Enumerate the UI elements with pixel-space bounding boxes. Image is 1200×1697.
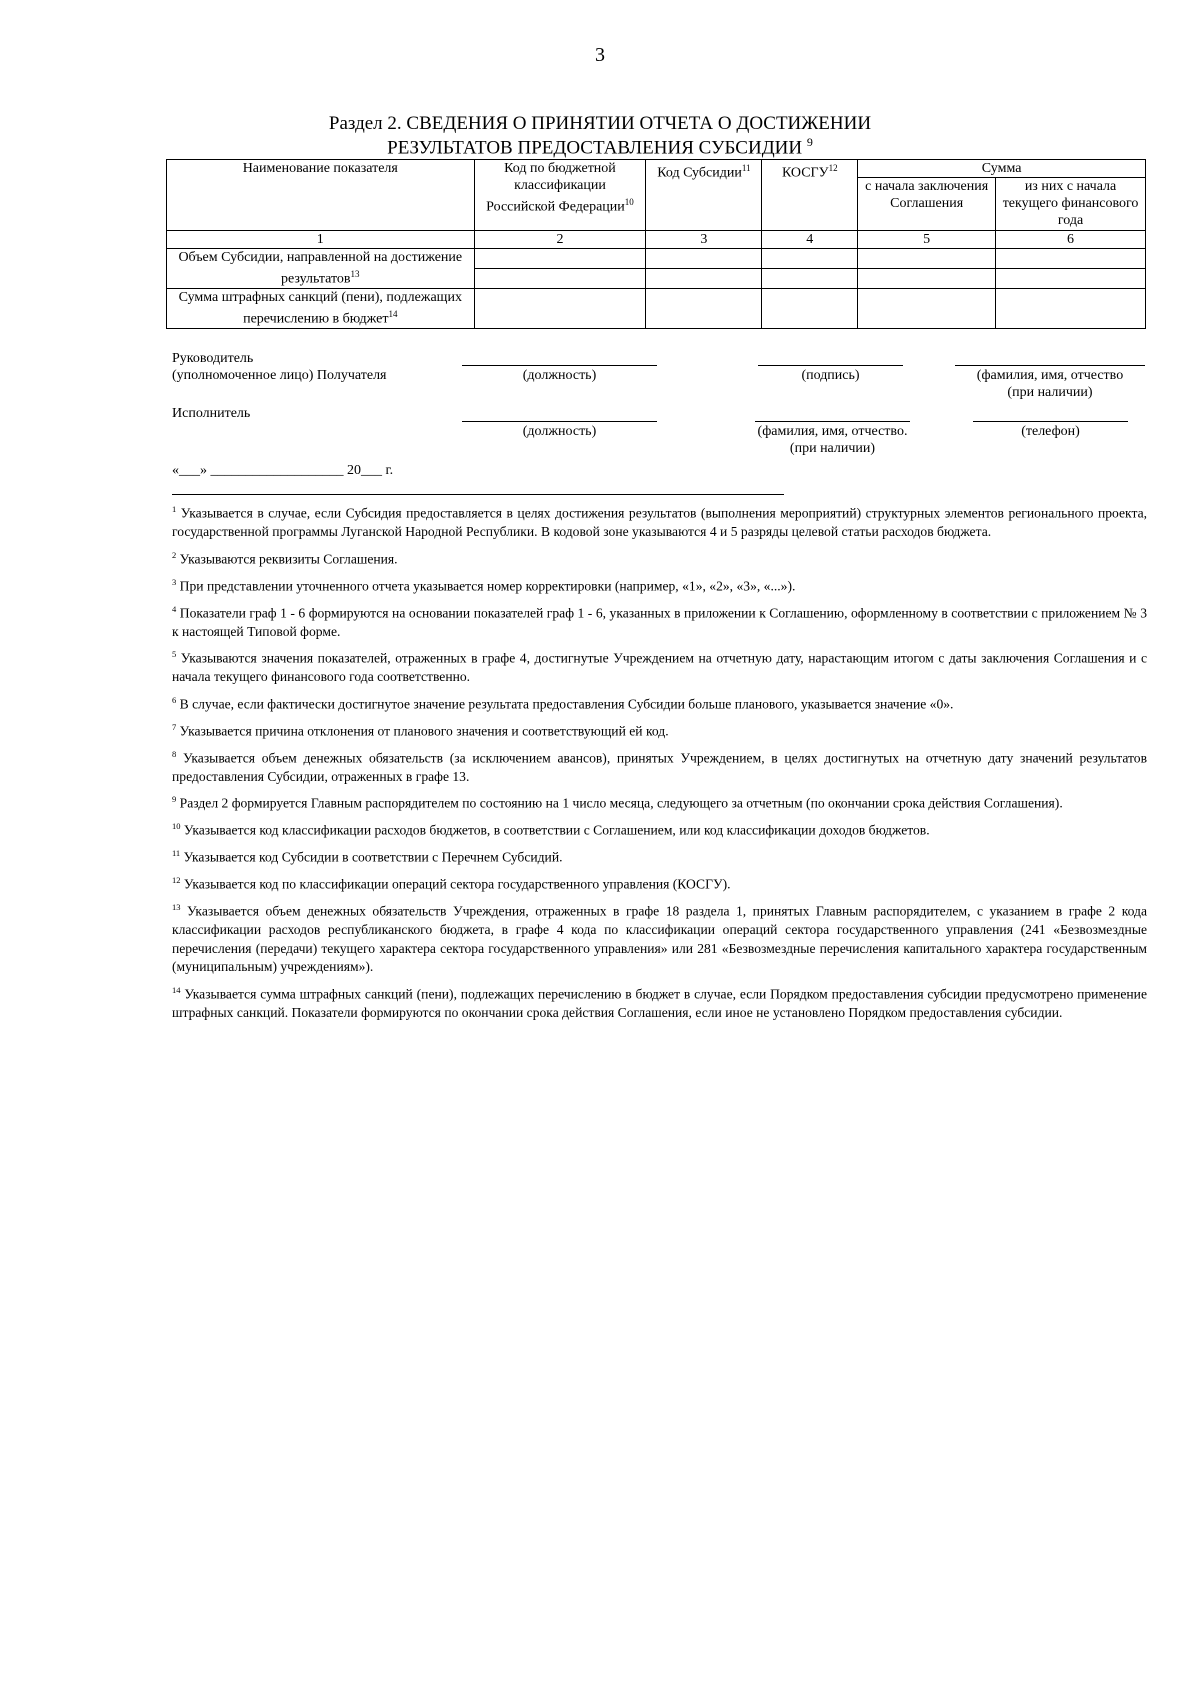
table-cell[interactable]	[474, 269, 646, 289]
footnote: $^7$ Указывается причина отклонения от планового значения и соответствующий ей код.	[172, 721, 669, 739]
table-cell[interactable]	[474, 249, 646, 269]
head-position-line[interactable]	[462, 365, 657, 366]
page-number: 3	[595, 44, 605, 66]
executor-label: Исполнитель	[172, 406, 251, 421]
executor-phone-line[interactable]	[973, 421, 1128, 422]
column-number: 5	[858, 231, 996, 249]
table-cell[interactable]	[646, 269, 762, 289]
section-title-footnote-ref: 9	[806, 135, 813, 149]
head-signature-caption: (подпись)	[801, 368, 860, 383]
column-number: 1	[167, 231, 475, 249]
head-signature-line[interactable]	[758, 365, 903, 366]
header-sum: Сумма	[858, 160, 1146, 178]
executor-phone-caption: (телефон)	[1021, 424, 1080, 439]
footnote: $^{11}$ Указывается код Субсидии в соответствии с Перечнем Субсидий.	[172, 848, 563, 865]
table-cell[interactable]	[762, 269, 858, 289]
header-subsidy-code: Код Субсидии$^{11}$	[646, 160, 762, 231]
column-number: 2	[474, 231, 646, 249]
row-label-penalties: Сумма штрафных санкций (пени), подлежащих перечислению в бюджет$^{14}$	[167, 289, 475, 329]
footnote-separator	[172, 494, 784, 495]
table-cell[interactable]	[762, 289, 858, 329]
header-indicator-name: Наименование показателя	[167, 160, 475, 231]
footnote: $^3$ При представлении уточненного отчета указывается номер корректировки (например, «1», «2», «3», «...»).	[172, 576, 796, 594]
header-kbk: Код по бюджетной классификации Российской Федерации$^{10}$	[474, 160, 646, 231]
footnote: $^1$ Указывается в случае, если Субсидия предоставляется в целях достижения результатов (выполнения мероприятий) структурных элементов регионального проекта, государственной программы Луганской Народной Республики. В кодовой зоне указываются 4 и 5 разряды целевой статьи расходов бюджета.	[172, 504, 1147, 540]
head-position-caption: (должность)	[522, 368, 597, 383]
footnote: $^9$ Раздел 2 формируется Главным распорядителем по состоянию на 1 число месяца, следующего за отчетным (по окончании срока действия Соглашения).	[172, 794, 1063, 811]
head-name-caption: (фамилия, имя, отчество (при наличии)	[976, 368, 1124, 400]
footnote: $^4$ Показатели граф 1 - 6 формируются на основании показателей граф 1 - 6, указанных в приложении к Соглашению, оформленному в соответствии с приложением № 3 к настоящей Типовой форме.	[172, 603, 1147, 639]
executor-name-line[interactable]	[755, 421, 910, 422]
footnote: $^{14}$ Указывается сумма штрафных санкций (пени), подлежащих перечислению в бюджет в случае, если Порядком предоставления субсидии предусмотрено применение штрафных санкций. Показатели формируются по окончании срока действия Соглашения, если иное не установлено Порядком предоставления субсидии.	[172, 984, 1147, 1020]
table-row	[167, 289, 1146, 329]
header-sum-from-start: с начала заключения Соглашения	[858, 178, 996, 231]
footnote: $^{10}$ Указывается код классификации расходов бюджетов, в соответствии с Соглашением, или код классификации доходов бюджетов.	[172, 821, 930, 838]
footnote: $^2$ Указываются реквизиты Соглашения.	[172, 549, 398, 567]
executor-name-caption: (фамилия, имя, отчество. (при наличии)	[757, 424, 908, 456]
date-line[interactable]: «___» ___________________ 20___ г.	[172, 463, 394, 478]
report-table	[166, 159, 1146, 329]
footnote: $^6$ В случае, если фактически достигнутое значение результата предоставления Субсидии больше планового, указывается значение «0».	[172, 694, 954, 712]
header-sum-current-year: из них с начала текущего финансового года	[996, 178, 1146, 231]
executor-position-line[interactable]	[462, 421, 657, 422]
header-kosgu: КОСГУ$^{12}$	[762, 160, 858, 231]
footnote: $^{12}$ Указывается код по классификации операций сектора государственного управления (КОСГУ).	[172, 875, 731, 892]
footnote: $^5$ Указываются значения показателей, отраженных в графе 4, достигнутые Учреждением на отчетную дату, нарастающим итогом с даты заключения Соглашения и с начала текущего финансового года соответственно.	[172, 649, 1147, 685]
column-number: 4	[762, 231, 858, 249]
column-numbers-row	[167, 231, 1146, 249]
footnote: $^{13}$ Указывается объем денежных обязательств Учреждения, отраженных в графе 18 раздела 1, принятых Главным распорядителем, с указанием в графе 2 кода классификации расходов республиканского бюджета, в графе 4 кода по классификации операций сектора государственного управления (241 «Безвозмездные перечисления (передачи) текущего характера сектора государственного управления» или 281 «Безвозмездные перечисления капитального характера государственным (муниципальным) учреждениям»).	[172, 902, 1147, 975]
table-cell[interactable]	[858, 289, 996, 329]
executor-position-caption: (должность)	[522, 424, 597, 439]
section-title	[0, 114, 1200, 157]
column-number: 6	[996, 231, 1146, 249]
column-number: 3	[646, 231, 762, 249]
table-cell[interactable]	[996, 249, 1146, 269]
head-name-line[interactable]	[955, 365, 1145, 366]
table-cell[interactable]	[474, 289, 646, 329]
head-label: Руководитель (уполномоченное лицо) Получателя	[172, 351, 387, 383]
table-cell[interactable]	[858, 249, 996, 269]
row-label-subsidy-volume: Объем Субсидии, направленной на достижение результатов$^{13}$	[167, 249, 475, 289]
table-cell[interactable]	[996, 289, 1146, 329]
table-cell[interactable]	[762, 249, 858, 269]
table-cell[interactable]	[646, 289, 762, 329]
table-row	[167, 249, 1146, 269]
section-title-line-2: РЕЗУЛЬТАТОВ ПРЕДОСТАВЛЕНИЯ СУБСИДИИ $^9$	[387, 135, 813, 159]
footnote: $^8$ Указывается объем денежных обязательств (за исключением авансов), принятых Учреждением, в целях достигнутых на отчетную дату значений результатов предоставления Субсидии, отраженных в графе 13.	[172, 748, 1147, 784]
footnotes	[172, 500, 1147, 1026]
section-title-line-1: Раздел 2. СВЕДЕНИЯ О ПРИНЯТИИ ОТЧЕТА О ДОСТИЖЕНИИ	[328, 113, 872, 134]
table-cell[interactable]	[858, 269, 996, 289]
table-cell[interactable]	[646, 249, 762, 269]
table-cell[interactable]	[996, 269, 1146, 289]
